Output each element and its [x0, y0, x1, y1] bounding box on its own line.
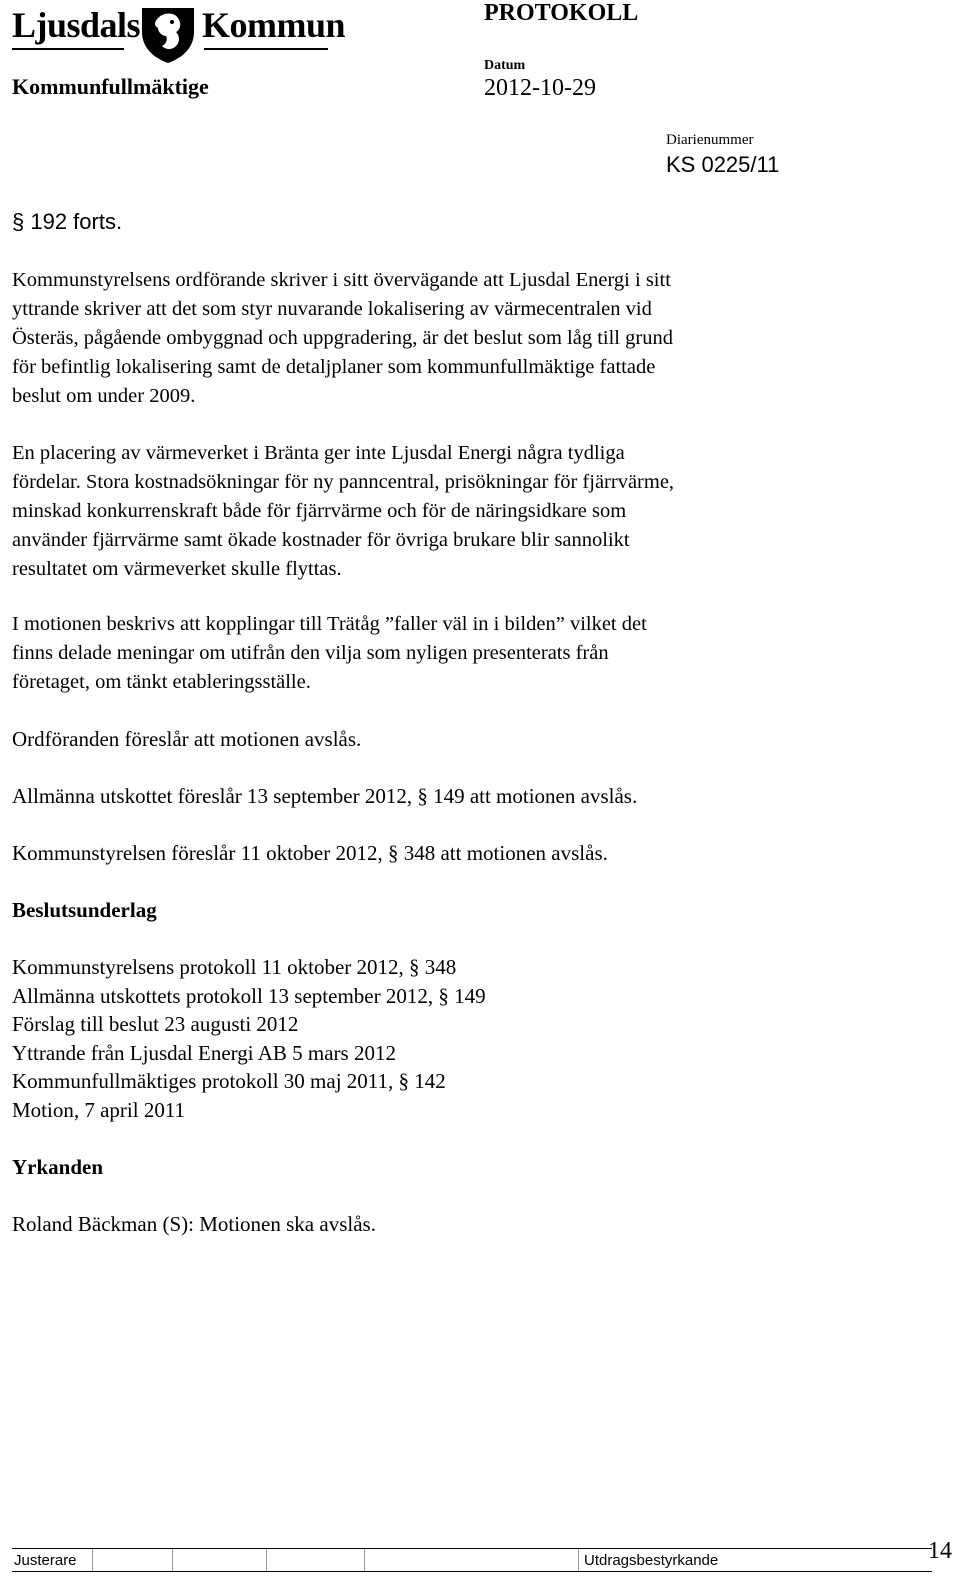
logo-word-ljusdals: Ljusdals	[12, 5, 141, 45]
text-line: använder fjärrvärme samt ökade kostnader för övriga brukare blir sannolikt	[12, 529, 630, 551]
section-reference: § 192 forts.	[12, 209, 123, 234]
signature-box	[92, 1549, 93, 1571]
text-line: Ordföranden föreslår att motionen avslås.	[12, 727, 362, 751]
list-item: Kommunfullmäktiges protokoll 30 maj 2011, § 142	[12, 1069, 446, 1093]
text-line: Allmänna utskottet föreslår 13 september 2012, § 149 att motionen avslås.	[12, 784, 638, 808]
text-line: företaget, om tänkt etableringsställe.	[12, 671, 311, 693]
paragraph-allmanna-utskottet	[12, 782, 842, 811]
list-item: Allmänna utskottets protokoll 13 september 2012, § 149	[12, 983, 486, 1008]
paragraph-ordforanden	[12, 725, 842, 754]
date-label: Datum	[484, 58, 526, 73]
list-item: Förslag till beslut 23 augusti 2012	[12, 1012, 299, 1036]
logo-underline-left	[12, 48, 124, 50]
text-line: yttrande skriver att det som styr nuvarande lokalisering av värmecentralen vid	[12, 298, 652, 320]
list-item: Kommunstyrelsens protokoll 11 oktober 2012, § 348	[12, 955, 457, 979]
list-item: Motion, 7 april 2011	[12, 1097, 186, 1122]
committee-name: Kommunfullmäktige	[12, 74, 209, 99]
page-number: 14	[928, 1538, 952, 1564]
text-line: Österäs, pågående ombyggnad och uppgradering, är det beslut som låg till grund	[12, 327, 673, 349]
text-line: I motionen beskrivs att kopplingar till Trätåg ”faller väl in i bilden” vilket det	[12, 613, 647, 635]
paragraph-overvagande	[12, 266, 842, 411]
document-type: PROTOKOLL	[484, 0, 639, 26]
registration-number-label: Diarienummer	[666, 132, 754, 148]
coat-of-arms-icon	[136, 2, 200, 64]
paragraph-placering	[12, 439, 842, 584]
text-line: beslut om under 2009.	[12, 385, 196, 407]
beslutsunderlag-list	[12, 953, 842, 1124]
text-line: Roland Bäckman (S): Motionen ska avslås.	[12, 1212, 376, 1236]
list-item: Yttrande från Ljusdal Energi AB 5 mars 2012	[12, 1040, 396, 1065]
text-line: Kommunstyrelsen föreslår 11 oktober 2012, § 348 att motionen avslås.	[12, 841, 608, 865]
signature-box	[364, 1549, 365, 1571]
text-line: för befintlig lokalisering samt de detaljplaner som kommunfullmäktige fattade	[12, 356, 656, 378]
signature-box	[172, 1549, 173, 1571]
date-value: 2012-10-29	[484, 75, 596, 101]
heading-yrkanden: Yrkanden	[12, 1155, 104, 1179]
text-line: finns delade meningar om utifrån den vilja som nyligen presenterats från	[12, 642, 609, 664]
text-line: Kommunstyrelsens ordförande skriver i sitt övervägande att Ljusdal Energi i sitt	[12, 269, 671, 291]
text-line: En placering av värmeverket i Bränta ger inte Ljusdal Energi några tydliga	[12, 442, 625, 464]
text-line: minskad konkurrenskraft både för fjärrvärme och för de näringsidkare som	[12, 500, 627, 522]
text-line: fördelar. Stora kostnadsökningar för ny panncentral, prisökningar för fjärrvärme,	[12, 471, 675, 493]
paragraph-motionen	[12, 610, 842, 697]
text-line: resultatet om värmeverket skulle flyttas.	[12, 558, 342, 580]
paragraph-yrkande	[12, 1210, 842, 1239]
logo-word-kommun: Kommun	[202, 5, 346, 45]
signature-footer	[12, 1548, 932, 1572]
utdragsbestyrkande-box	[578, 1549, 579, 1571]
municipality-logo	[12, 2, 346, 64]
registration-number-value: KS 0225/11	[666, 152, 780, 177]
paragraph-kommunstyrelsen	[12, 839, 842, 868]
logo-underline-right	[204, 48, 328, 50]
justerare-label: Justerare	[14, 1552, 77, 1569]
signature-box	[266, 1549, 267, 1571]
utdragsbestyrkande-label: Utdragsbestyrkande	[584, 1552, 719, 1569]
heading-beslutsunderlag: Beslutsunderlag	[12, 898, 157, 922]
